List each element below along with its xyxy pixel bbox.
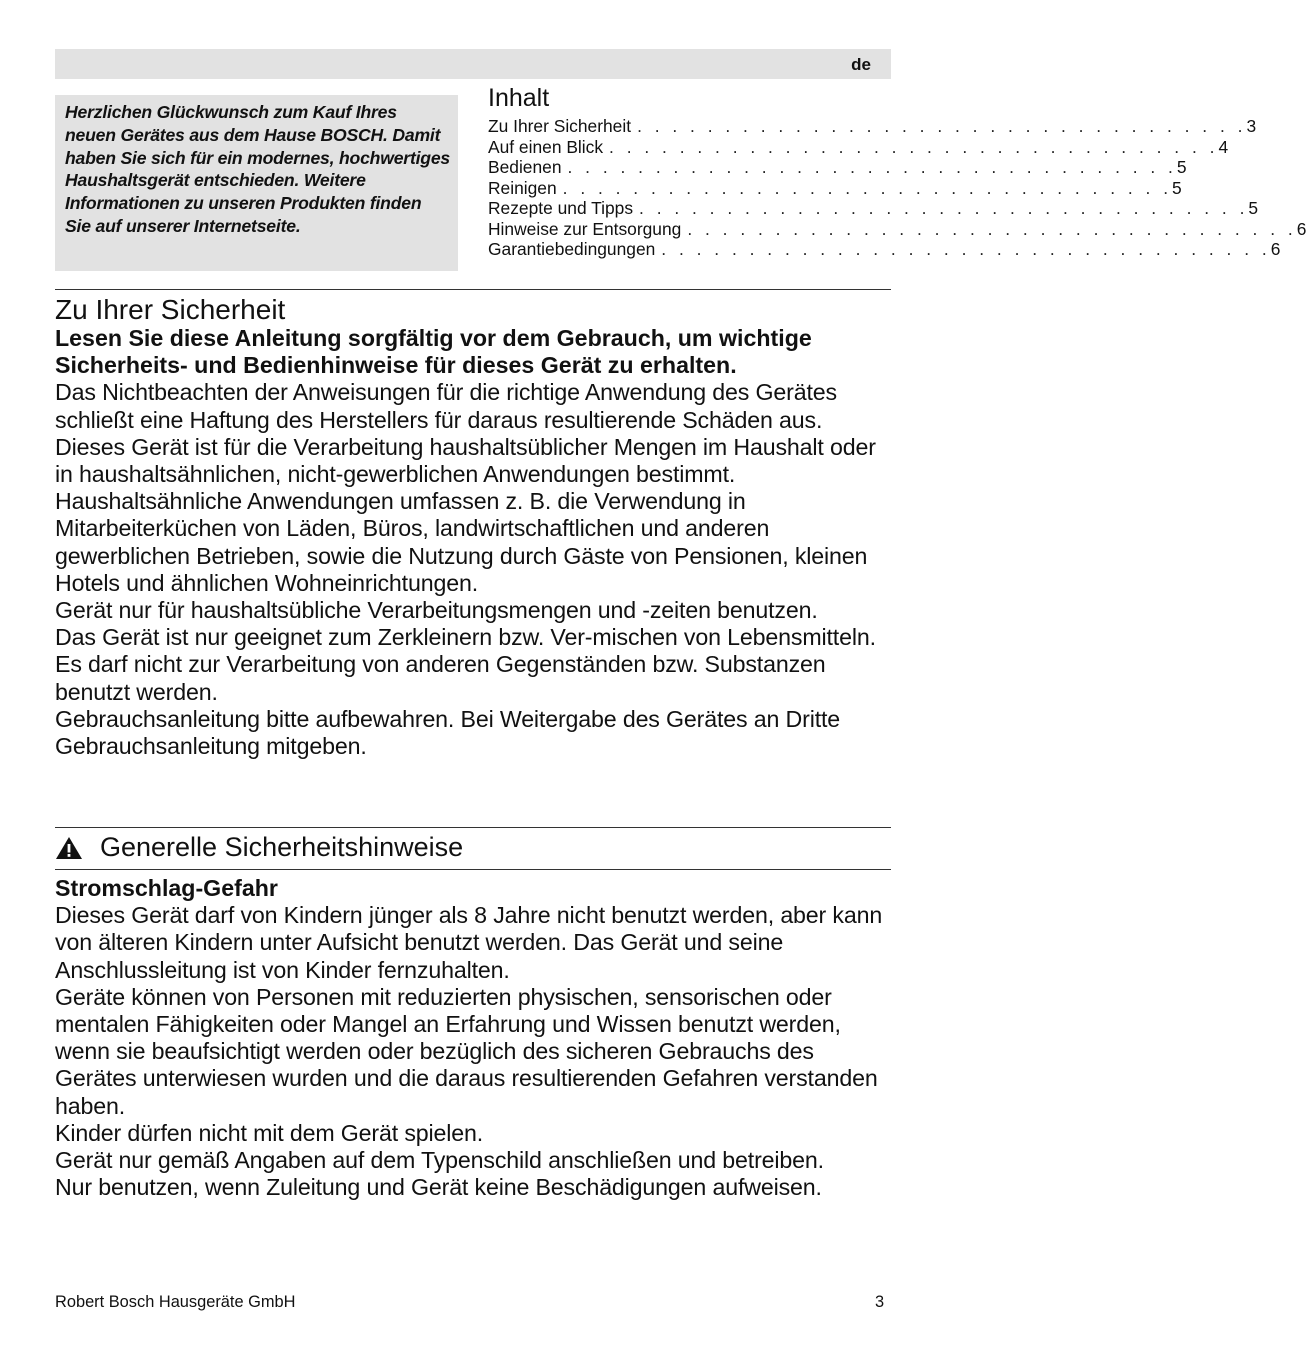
divider — [55, 869, 891, 870]
divider — [55, 827, 891, 828]
toc-item-label: Reinigen — [488, 177, 557, 198]
warning-triangle-icon — [55, 836, 83, 860]
paragraph: Das Nichtbeachten der Anweisungen für die richtige Anwendung des Gerätes schließt eine Haftung des Herstellers für daraus resultierende Schäden aus. — [55, 379, 837, 433]
toc-leader-dots: . . . . . . . . . . . . . . . . . . . . . . . . . . . . . . . . . . . — [687, 218, 1297, 239]
paragraph: Geräte können von Personen mit reduzierten physischen, sensorischen oder mentalen Fähigkeiten oder Mangel an Erfahrung und Wissen benutzt werden, wenn sie beaufsichtigt werden oder bezüglich des sicheren Gebrauchs des Gerätes unterwiesen wurden und die daraus resultierenden Gefahren verstanden haben. — [55, 983, 878, 1119]
toc-item[interactable] — [488, 116, 1257, 137]
footer-company: Robert Bosch Hausgeräte GmbH — [55, 1293, 296, 1311]
paragraph: Dieses Gerät darf von Kindern jünger als 8 Jahre nicht benutzt werden, aber kann von älteren Kindern unter Aufsicht benutzt werden. Das Gerät und seine Anschlussleitung ist von Kinder fernzuhalten. — [55, 902, 883, 983]
toc-item-page: 5 — [1172, 177, 1182, 198]
toc-leader-dots: . . . . . . . . . . . . . . . . . . . . . . . . . . . . . . . . . . . — [562, 177, 1173, 198]
toc-item[interactable] — [488, 136, 1229, 158]
paragraph: Nur benutzen, wenn Zuleitung und Gerät keine Beschädigungen aufweisen. — [55, 1174, 822, 1201]
subheading: Stromschlag-Gefahr — [55, 875, 278, 901]
toc-item-page: 6 — [1296, 218, 1306, 239]
footer-page-number: 3 — [875, 1293, 885, 1311]
general-heading-row — [55, 832, 895, 863]
language-bar — [55, 49, 891, 79]
toc-item-label: Hinweise zur Entsorgung — [488, 218, 682, 239]
general-heading — [55, 832, 895, 863]
toc-item-page: 3 — [1246, 116, 1257, 136]
safety-section — [55, 295, 895, 760]
paragraph: Kinder dürfen nicht mit dem Gerät spielen. — [55, 1119, 484, 1146]
toc-item[interactable] — [488, 198, 1259, 219]
paragraph: Gerät nur für haushaltsübliche Verarbeitungsmengen und -zeiten benutzen. — [55, 597, 818, 624]
toc-item[interactable] — [488, 177, 1182, 199]
toc-leader-dots: . . . . . . . . . . . . . . . . . . . . . . . . . . . . . . . . . . . — [637, 116, 1247, 136]
toc-leader-dots: . . . . . . . . . . . . . . . . . . . . . . . . . . . . . . . . . . . — [609, 136, 1219, 157]
divider — [55, 289, 891, 290]
toc-item[interactable] — [488, 239, 1281, 260]
toc-item-page: 5 — [1176, 157, 1187, 177]
language-code: de — [851, 55, 871, 74]
paragraph: Dieses Gerät ist für die Verarbeitung haushaltsüblicher Mengen im Haushalt oder in haushaltsähnlichen, nicht-gewerblichen Anwendungen bestimmt. Haushaltsähnliche Anwendungen umfassen z. B. die Verwendung in Mitarbeiterküchen von Läden, Büros, landwirtschaftlichen und anderen gewerblichen Betrieben, sowie die Nutzung durch Gäste von Pensionen, kleinen Hotels und ähnlichen Wohneinrichtungen. — [55, 433, 876, 596]
toc-item-page: 5 — [1248, 198, 1259, 218]
intro-text: Herzlichen Glückwunsch zum Kauf Ihres neuen Gerätes aus dem Hause BOSCH. Damit haben Sie sich für ein modernes, hochwertiges Haushaltsgerät entschieden. Weitere Informationen zu unseren Produkten finden Sie auf unserer Internetseite. — [65, 102, 451, 236]
toc-list — [488, 116, 1306, 260]
table-of-contents — [488, 84, 1306, 260]
section-title: Zu Ihrer Sicherheit — [55, 294, 286, 325]
toc-item-label: Rezepte und Tipps — [488, 198, 634, 218]
general-title: Generelle Sicherheitshinweise — [100, 832, 464, 862]
general-section — [55, 875, 895, 1201]
toc-leader-dots: . . . . . . . . . . . . . . . . . . . . . . . . . . . . . . . . . . . — [661, 239, 1271, 259]
toc-title: Inhalt — [488, 84, 550, 112]
intro-box — [55, 95, 458, 271]
toc-item-label: Bedienen — [488, 157, 562, 177]
toc-item-page: 4 — [1218, 136, 1229, 157]
toc-item[interactable] — [488, 157, 1187, 178]
toc-item-label: Auf einen Blick — [488, 136, 604, 157]
toc-item[interactable] — [488, 218, 1306, 240]
safety-lead: Lesen Sie diese Anleitung sorgfältig vor dem Gebrauch, um wichtige Sicherheits- und Bedienhinweise für dieses Gerät zu erhalten. — [55, 325, 812, 379]
toc-item-label: Zu Ihrer Sicherheit — [488, 116, 632, 136]
toc-leader-dots: . . . . . . . . . . . . . . . . . . . . . . . . . . . . . . . . . . . — [639, 198, 1249, 218]
paragraph: Das Gerät ist nur geeignet zum Zerkleinern bzw. Ver-mischen von Lebensmitteln. Es darf nicht zur Verarbeitung von anderen Gegenständen bzw. Substanzen benutzt werden. — [55, 624, 876, 705]
toc-item-page: 6 — [1270, 239, 1281, 259]
paragraph: Gebrauchsanleitung bitte aufbewahren. Bei Weitergabe des Gerätes an Dritte Gebrauchsanleitung mitgeben. — [55, 705, 841, 760]
paragraph: Gerät nur gemäß Angaben auf dem Typenschild anschließen und betreiben. — [55, 1147, 824, 1174]
toc-item-label: Garantiebedingungen — [488, 239, 656, 259]
toc-leader-dots: . . . . . . . . . . . . . . . . . . . . . . . . . . . . . . . . . . . — [567, 157, 1177, 177]
